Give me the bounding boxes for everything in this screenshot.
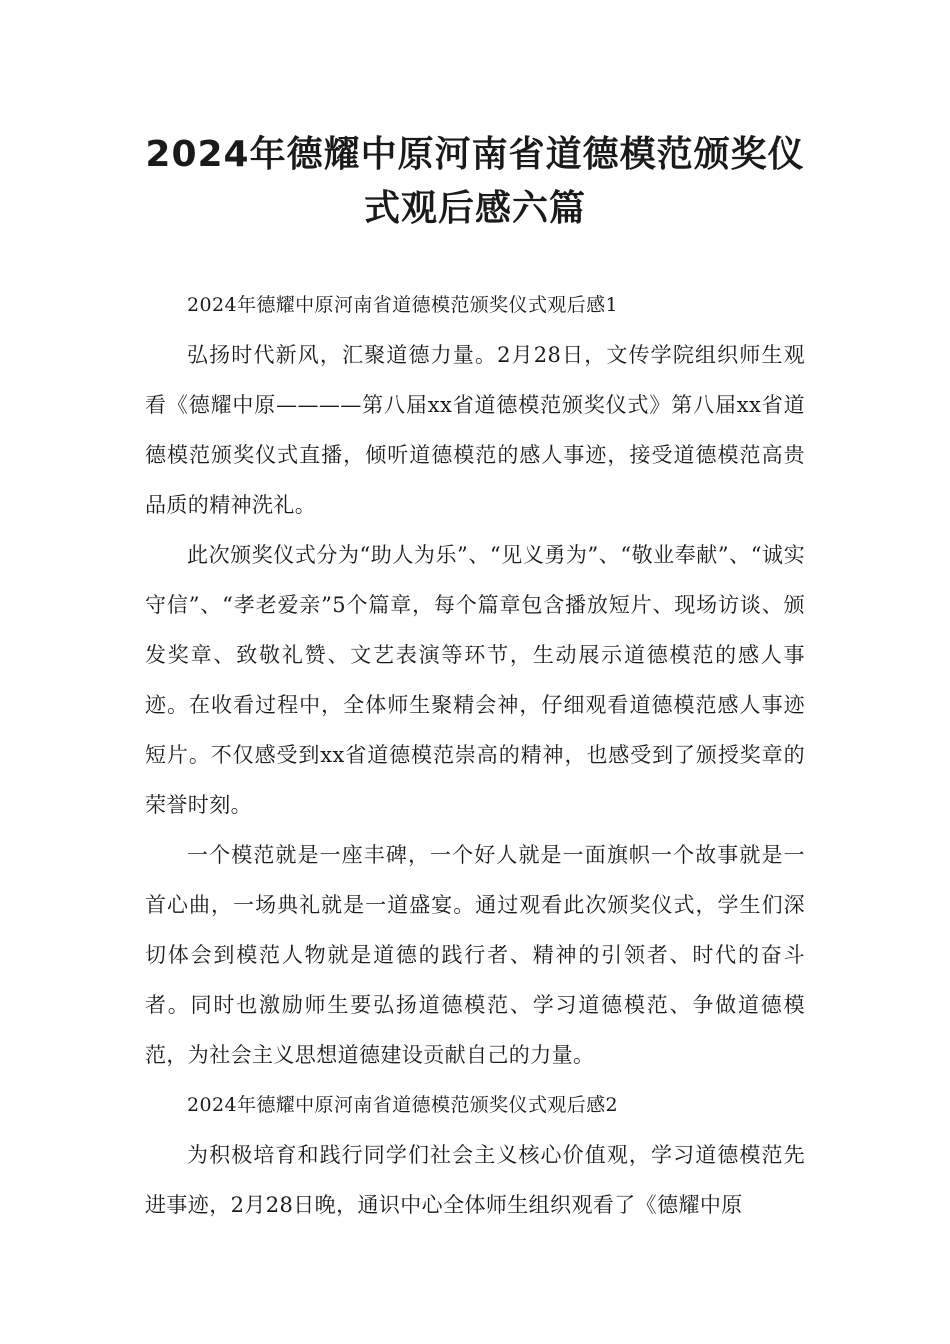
- title-line-1: 2024年德耀中原河南省道德模范颁奖仪: [145, 134, 805, 175]
- section-heading-2: 2024年德耀中原河南省道德模范颁奖仪式观后感2: [187, 1094, 619, 1116]
- page-title: [120, 128, 830, 236]
- paragraph: 为积极培育和践行同学们社会主义核心价值观，学习道德模范先进事迹，2月28日晚，通识中心全体师生组织观看了《德耀中原: [145, 1143, 805, 1217]
- section-heading-1: 2024年德耀中原河南省道德模范颁奖仪式观后感1: [187, 294, 619, 316]
- title-line-2: 式观后感六篇: [363, 188, 586, 229]
- paragraph: 弘扬时代新风，汇聚道德力量。2月28日，文传学院组织师生观看《德耀中原————第八届xx省道德模范颁奖仪式》第八届xx省道德模范颁奖仪式直播，倾听道德模范的感人事迹，接受道德模范高贵品质的精神洗礼。: [145, 343, 805, 517]
- document-body: [145, 280, 805, 1230]
- paragraph: 此次颁奖仪式分为“助人为乐”、“见义勇为”、“敬业奉献”、“诚实守信”、“孝老爱亲”5个篇章，每个篇章包含播放短片、现场访谈、颁发奖章、致敬礼赞、文艺表演等环节，生动展示道德模范的感人事迹。在收看过程中，全体师生聚精会神，仔细观看道德模范感人事迹短片。不仅感受到xx省道德模范崇高的精神，也感受到了颁授奖章的荣誉时刻。: [145, 543, 805, 817]
- paragraph: 一个模范就是一座丰碑，一个好人就是一面旗帜一个故事就是一首心曲，一场典礼就是一道盛宴。通过观看此次颁奖仪式，学生们深切体会到模范人物就是道德的践行者、精神的引领者、时代的奋斗者。同时也激励师生要弘扬道德模范、学习道德模范、争做道德模范，为社会主义思想道德建设贡献自己的力量。: [145, 843, 805, 1067]
